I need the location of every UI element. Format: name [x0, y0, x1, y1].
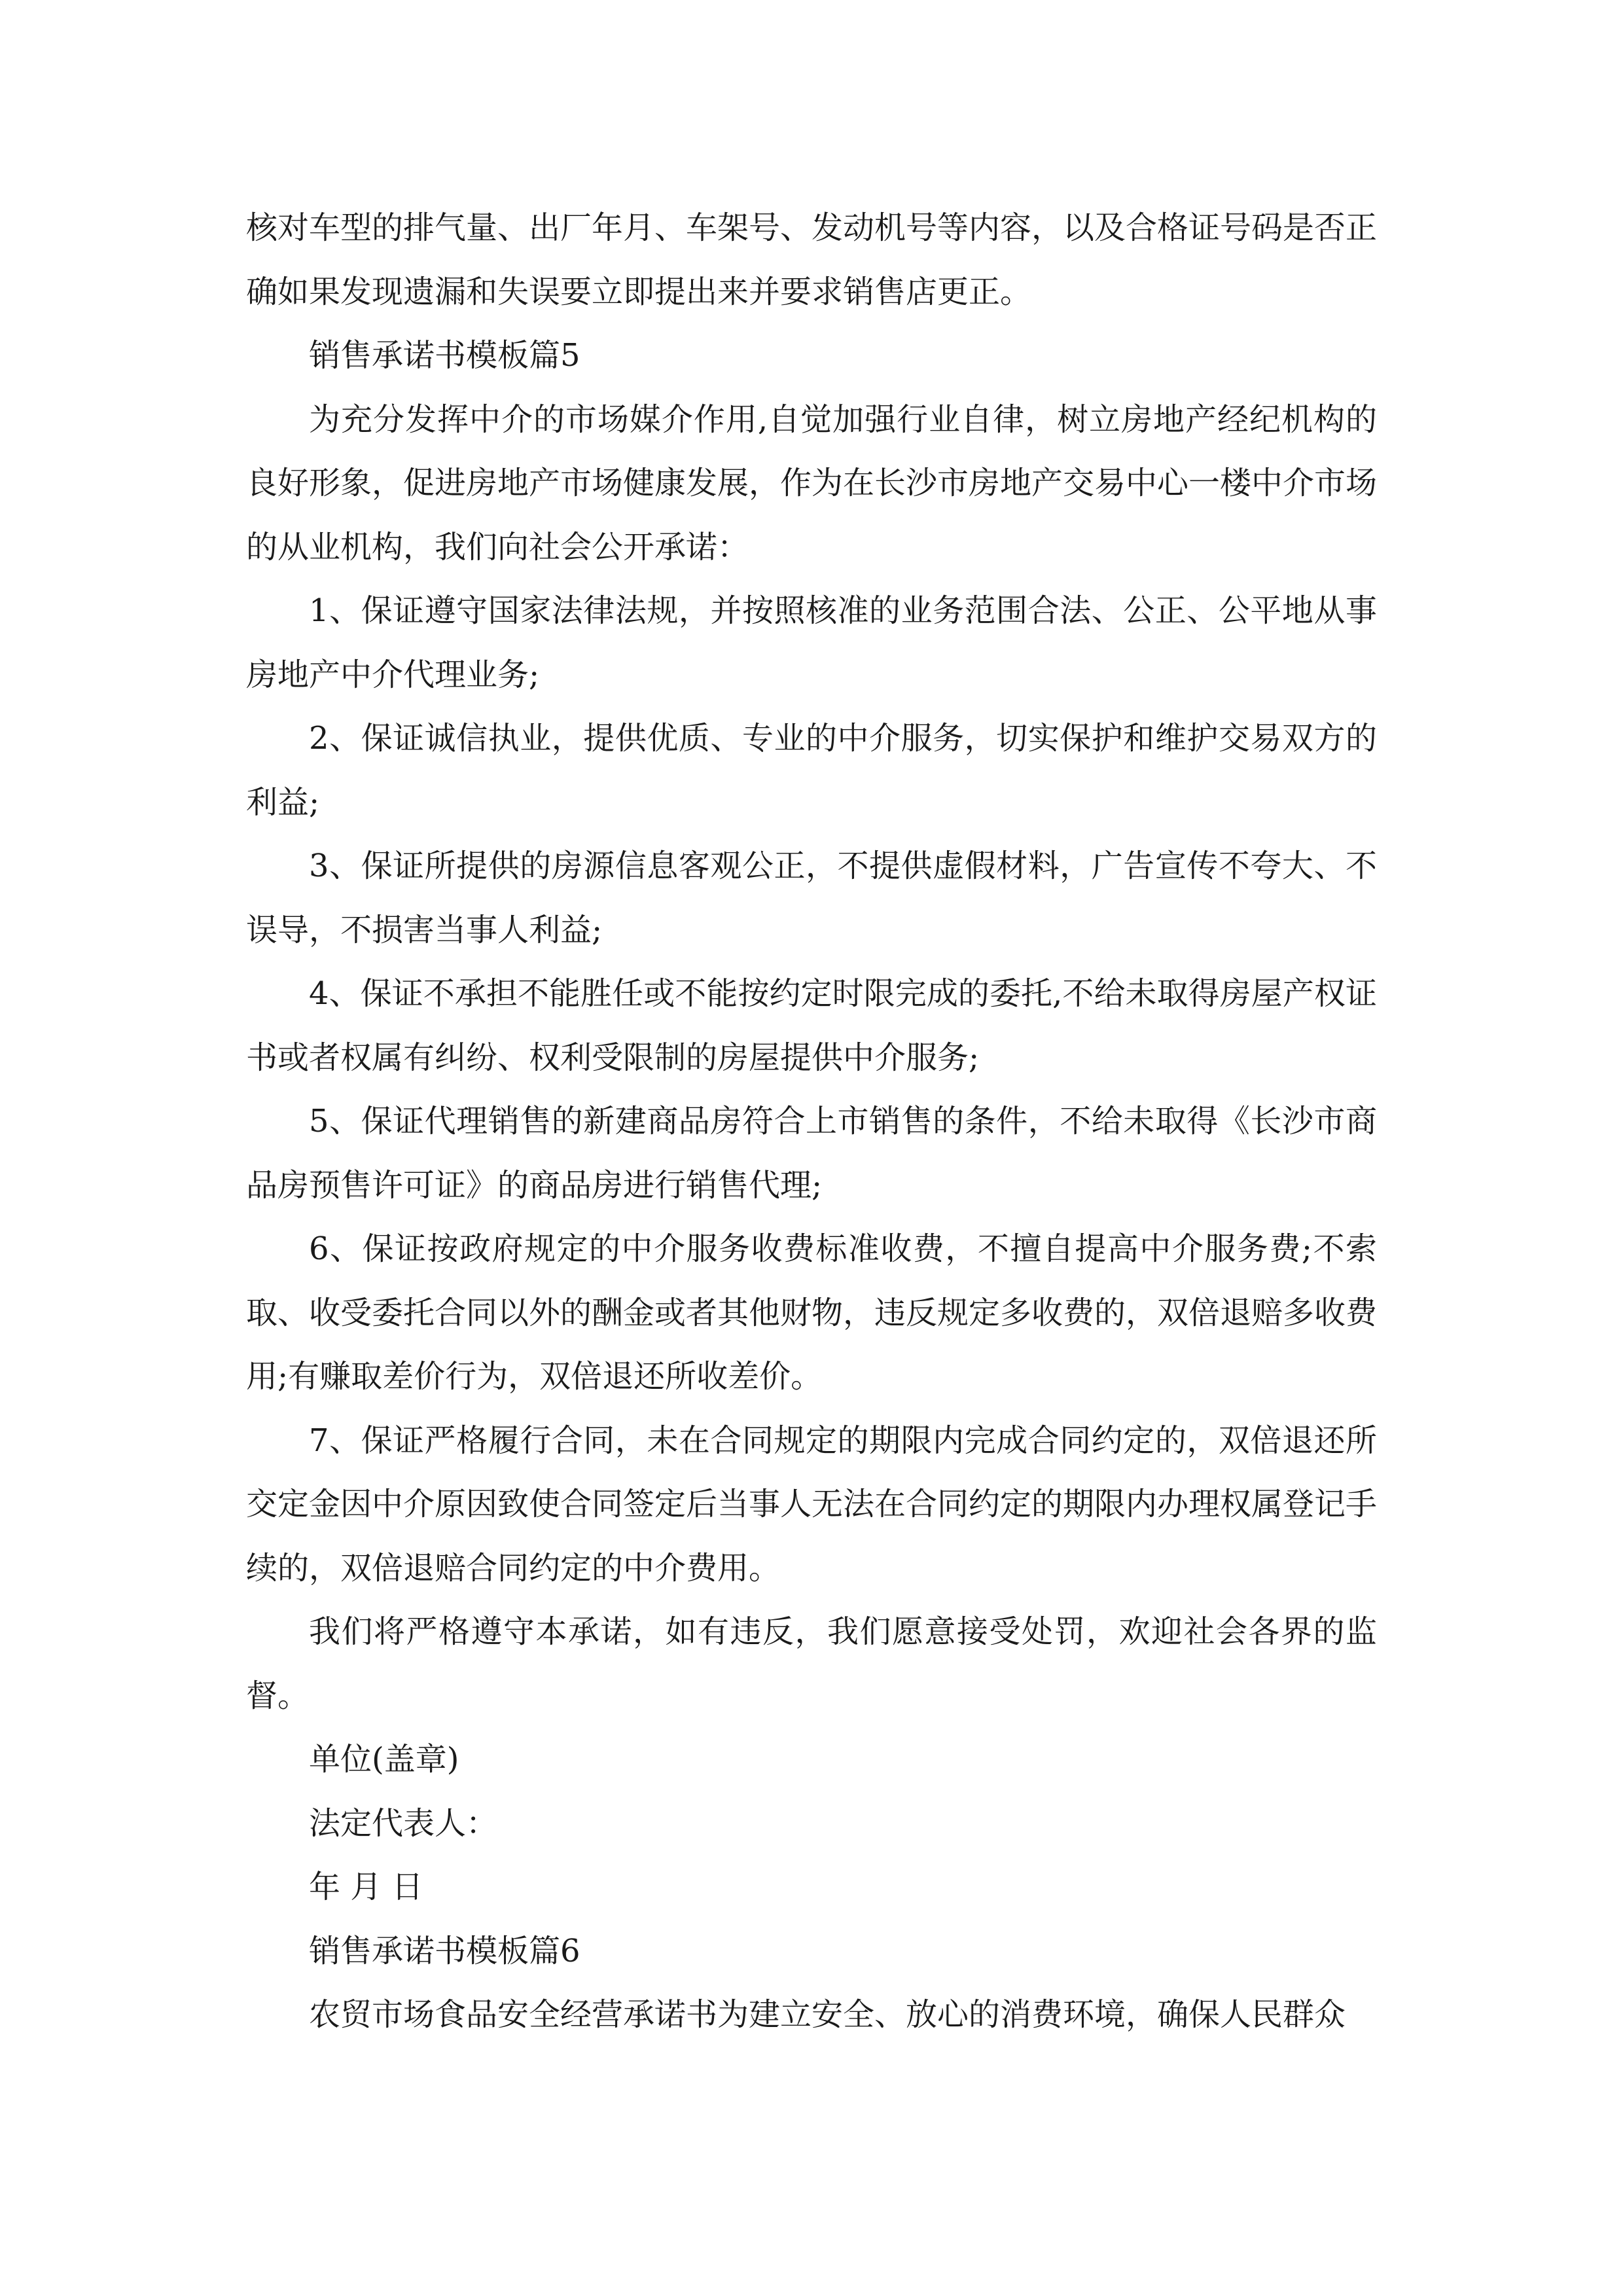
paragraph-intro: 为充分发挥中介的市场媒介作用,自觉加强行业自律，树立房地产经纪机构的良好形象，促进房地产市场健康发展，作为在长沙市房地产交易中心一楼中介市场的从业机构，我们向社会公开承诺：: [246, 401, 1378, 565]
list-item-4: 4、保证不承担不能胜任或不能按约定时限完成的委托,不给未取得房屋产权证书或者权属有纠纷、权利受限制的房屋提供中介服务;: [246, 975, 1377, 1076]
list-item-5: 5、保证代理销售的新建商品房符合上市销售的条件，不给未取得《长沙市商品房预售许可证》的商品房进行销售代理;: [246, 1103, 1377, 1204]
signature-unit: 单位(盖章): [309, 1741, 459, 1778]
list-item-2: 2、保证诚信执业，提供优质、专业的中介服务，切实保护和维护交易双方的利益;: [246, 720, 1377, 821]
section-heading-5: 销售承诺书模板篇5: [309, 337, 580, 374]
signature-date: 年 月 日: [309, 1869, 423, 1905]
signature-representative: 法定代表人：: [309, 1804, 498, 1842]
paragraph-closing: 我们将严格遵守本承诺，如有违反，我们愿意接受处罚，欢迎社会各界的监督。: [246, 1613, 1377, 1714]
paragraph-market: 农贸市场食品安全经营承诺书为建立安全、放心的消费环境，确保人民群众: [309, 1996, 1346, 2033]
list-item-1: 1、保证遵守国家法律法规，并按照核准的业务范围合法、公正、公平地从事房地产中介代理业务;: [246, 592, 1377, 693]
list-item-3: 3、保证所提供的房源信息客观公正，不提供虚假材料，广告宣传不夸大、不误导，不损害当事人利益;: [246, 848, 1377, 948]
list-item-6: 6、保证按政府规定的中介服务收费标准收费，不擅自提高中介服务费;不索取、收受委托合同以外的酬金或者其他财物，违反规定多收费的，双倍退赔多收费用;有赚取差价行为，双倍退还所收差价。: [246, 1230, 1378, 1395]
document-body: [246, 196, 1377, 2047]
paragraph-continued: 核对车型的排气量、出厂年月、车架号、发动机号等内容，以及合格证号码是否正确如果发现遗漏和失误要立即提出来并要求销售店更正。: [246, 209, 1378, 310]
section-heading-6: 销售承诺书模板篇6: [309, 1932, 580, 1969]
list-item-7: 7、保证严格履行合同，未在合同规定的期限内完成合同约定的，双倍退还所交定金因中介原因致使合同签定后当事人无法在合同约定的期限内办理权属登记手续的，双倍退赔合同约定的中介费用。: [246, 1422, 1378, 1587]
